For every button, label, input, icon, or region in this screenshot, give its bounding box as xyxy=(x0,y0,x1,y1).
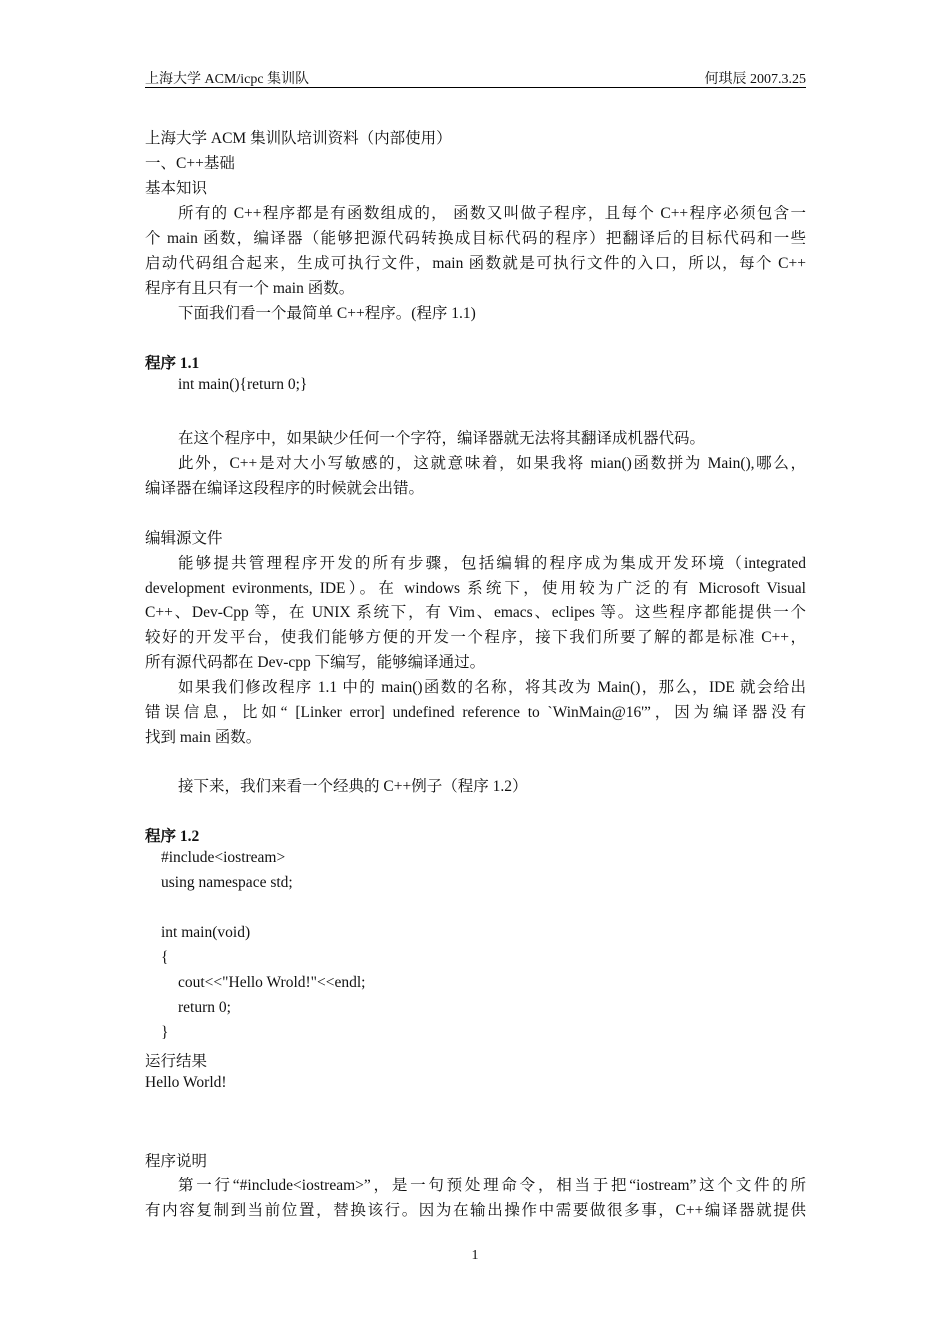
code-line: return 0; xyxy=(178,999,231,1016)
header-left-text: 上海大学 ACM/icpc 集训队 xyxy=(145,72,310,87)
header-right-text: 何琪辰 2007.3.25 xyxy=(704,72,806,87)
section-heading-edit: 编辑源文件 xyxy=(145,530,223,547)
code-line: int main(){return 0;} xyxy=(178,376,308,393)
paragraph-line: 能够提共管理程序开发的所有步骤，包括编辑的程序成为集成开发环境（integrated xyxy=(178,555,806,572)
paragraph-line: 在这个程序中，如果缺少任何一个字符，编译器就无法将其翻译成机器代码。 xyxy=(178,430,706,447)
paragraph-line: 所有的 C++程序都是有函数组成的， 函数又叫做子程序，且每个 C++程序必须包含一 xyxy=(178,205,806,222)
paragraph-line: 所有源代码都在 Dev-cpp 下编写，能够编译通过。 xyxy=(145,654,486,671)
program-heading: 程序 1.1 xyxy=(145,355,200,372)
code-line: cout<<"Hello Wrold!"<<endl; xyxy=(178,974,366,991)
paragraph-line: 此外，C++是对大小写敏感的，这就意味着，如果我将 mian()函数拼为 Main(),哪么， xyxy=(178,455,806,472)
code-line: using namespace std; xyxy=(161,874,293,891)
paragraph-line: 有内容复制到当前位置，替换该行。因为在输出操作中需要做很多事，C++编译器就提供 xyxy=(145,1202,806,1219)
section-heading-basics: 基本知识 xyxy=(145,180,208,197)
paragraph-line: 编译器在编译这段程序的时候就会出错。 xyxy=(145,480,425,497)
program-heading: 程序 1.2 xyxy=(145,828,200,845)
paragraph-line: 错误信息，比如“ [Linker error] undefined reference to `WinMain@16'”，因为编译器没有 xyxy=(145,704,806,721)
paragraph-line: 下面我们看一个最简单 C++程序。(程序 1.1) xyxy=(178,305,476,322)
paragraph-line: 如果我们修改程序 1.1 中的 main()函数的名称，将其改为 Main()，那么，IDE 就会给出 xyxy=(178,679,806,696)
result-label: 运行结果 xyxy=(145,1053,208,1070)
paragraph-line: 第一行“#include<iostream>”，是一句预处理命令，相当于把“iostream”这个文件的所 xyxy=(178,1177,806,1194)
paragraph-line: 找到 main 函数。 xyxy=(145,729,262,746)
code-line: { xyxy=(161,949,169,966)
paragraph-line: 较好的开发平台，使我们能够方便的开发一个程序，接下我们所要了解的都是标准 C++， xyxy=(145,629,806,646)
document-title: 上海大学 ACM 集训队培训资料（内部使用） xyxy=(145,130,452,147)
code-line: int main(void) xyxy=(161,924,251,941)
section-heading-explain: 程序说明 xyxy=(145,1153,208,1170)
code-line: } xyxy=(161,1024,169,1041)
result-output: Hello World! xyxy=(145,1074,227,1091)
paragraph-line: C++、Dev-Cpp 等，在 UNIX 系统下，有 Vim、emacs、eclipes 等。这些程序都能提供一个 xyxy=(145,604,806,621)
paragraph-line: 个 main 函数，编译器（能够把源代码转换成目标代码的程序）把翻译后的目标代码和一些 xyxy=(145,230,806,247)
paragraph-line: 启动代码组合起来，生成可执行文件，main 函数就是可执行文件的入口，所以，每个 C++ xyxy=(145,255,806,272)
chapter-heading: 一、C++基础 xyxy=(145,155,235,172)
page-number: 1 xyxy=(471,1248,479,1263)
paragraph-line: development evironments, IDE）。在 windows 系统下，使用较为广泛的有 Microsoft Visual xyxy=(145,580,806,597)
header-rule xyxy=(145,87,806,88)
code-line: #include<iostream> xyxy=(161,849,286,866)
paragraph-line: 程序有且只有一个 main 函数。 xyxy=(145,280,355,297)
paragraph-line: 接下来，我们来看一个经典的 C++例子（程序 1.2） xyxy=(178,778,528,795)
